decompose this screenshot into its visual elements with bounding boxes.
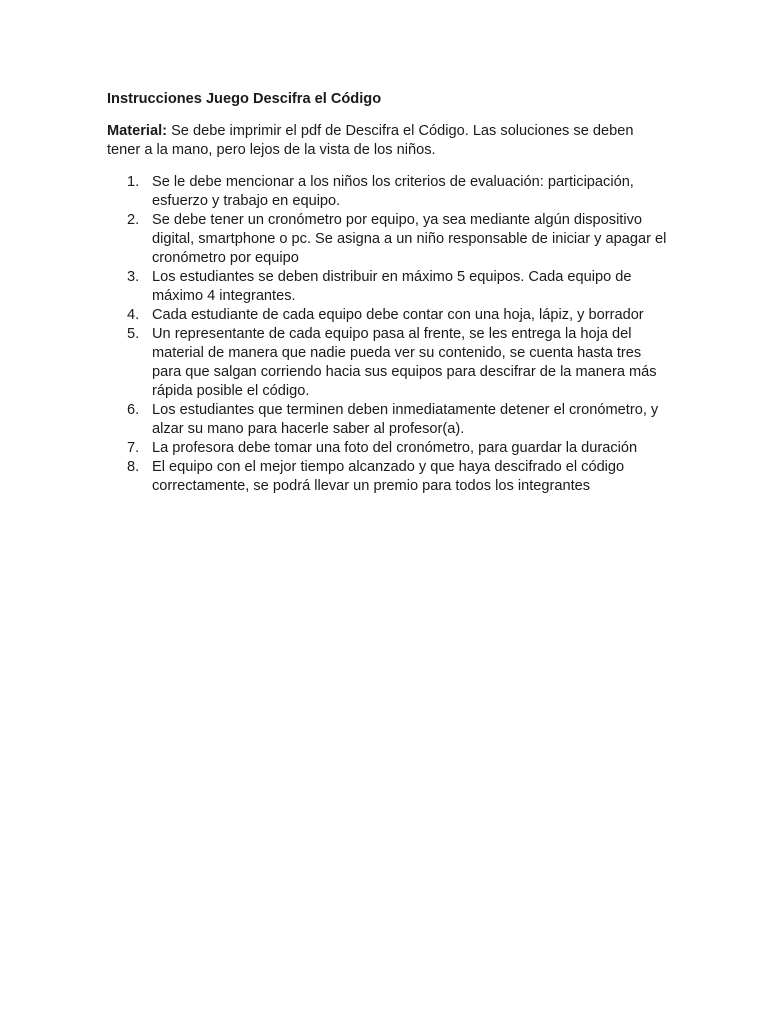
list-item-number: 3. [127, 269, 140, 285]
list-item [107, 173, 667, 211]
list-item-text: Los estudiantes que terminen deben inmediatamente detener el cronómetro, y alzar su mano para hacerle saber al profesor(a). [152, 402, 659, 437]
material-label: Material: [107, 123, 168, 139]
list-item-text: Un representante de cada equipo pasa al frente, se les entrega la hoja del material de manera que nadie pueda ver su contenido, se cuenta hasta tres para que salgan corriendo hacia sus equipos para descifrar de la manera más rápida posible el código. [152, 326, 657, 399]
list-item [107, 401, 667, 439]
list-item-number: 8. [127, 459, 140, 475]
list-item [107, 439, 667, 458]
list-item [107, 325, 667, 401]
material-paragraph [107, 122, 667, 160]
document-page [107, 89, 667, 496]
list-item-text: Cada estudiante de cada equipo debe contar con una hoja, lápiz, y borrador [152, 307, 644, 323]
document-title: Instrucciones Juego Descifra el Código [107, 91, 382, 107]
list-item-number: 6. [127, 402, 140, 418]
list-item-number: 7. [127, 440, 140, 456]
list-item [107, 458, 667, 496]
list-item-number: 1. [127, 174, 140, 190]
list-item-text: El equipo con el mejor tiempo alcanzado y que haya descifrado el código correctamente, se podrá llevar un premio para todos los integrantes [152, 459, 625, 494]
list-item-text: Los estudiantes se deben distribuir en máximo 5 equipos. Cada equipo de máximo 4 integrantes. [152, 269, 632, 304]
list-item-text: Se debe tener un cronómetro por equipo, ya sea mediante algún dispositivo digital, smartphone o pc. Se asigna a un niño responsable de iniciar y apagar el cronómetro por equipo [152, 212, 667, 266]
list-item [107, 268, 667, 306]
material-text: Se debe imprimir el pdf de Descifra el Código. Las soluciones se deben tener a la mano, pero lejos de la vista de los niños. [107, 123, 634, 158]
list-item-text: La profesora debe tomar una foto del cronómetro, para guardar la duración [152, 440, 638, 456]
list-item-number: 4. [127, 307, 140, 323]
list-item [107, 211, 667, 268]
list-item-number: 5. [127, 326, 140, 342]
instructions-list [107, 173, 667, 496]
list-item-text: Se le debe mencionar a los niños los criterios de evaluación: participación, esfuerzo y trabajo en equipo. [152, 174, 634, 209]
list-item-number: 2. [127, 212, 140, 228]
list-item [107, 306, 667, 325]
